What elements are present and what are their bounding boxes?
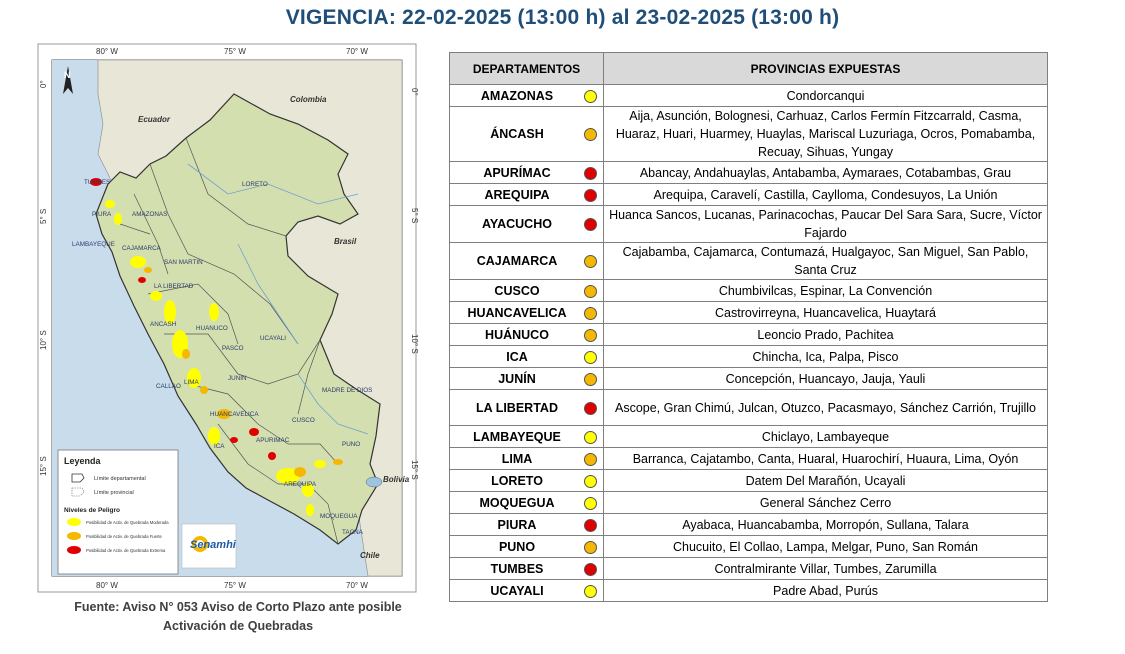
region-label: AREQUIPA (284, 481, 317, 488)
table-row (450, 85, 1048, 107)
legend-title: Leyenda (64, 456, 101, 466)
department-cell (450, 448, 604, 470)
provinces-cell: Concepción, Huancayo, Jauja, Yauli (604, 368, 1048, 390)
provinces-cell: Padre Abad, Purús (604, 580, 1048, 602)
department-cell (450, 492, 604, 514)
table-row (450, 324, 1048, 346)
provinces-cell: Chumbivilcas, Espinar, La Convención (604, 280, 1048, 302)
provinces-cell: Huanca Sancos, Lucanas, Parinacochas, Paucar Del Sara Sara, Sucre, Víctor Fajardo (604, 206, 1048, 243)
department-name: CUSCO (494, 283, 540, 298)
region-label: CAJAMARCA (122, 245, 161, 252)
country-label: Ecuador (138, 115, 171, 124)
country-label: Brasil (334, 237, 357, 246)
region-label: TUMBES (84, 179, 111, 186)
department-name: LIMA (501, 451, 533, 466)
lon-label-top: 80° W (96, 47, 118, 56)
hazard-level-icon (584, 431, 597, 444)
legend-level-strong: Posibilidad de Activ. de Quebrada Fuerte (86, 534, 162, 539)
table-row (450, 162, 1048, 184)
region-label: CALLAO (156, 383, 181, 390)
level-moderate-symbol (67, 518, 81, 526)
department-cell (450, 184, 604, 206)
department-name: HUÁNUCO (485, 327, 549, 342)
provinces-cell: Ayabaca, Huancabamba, Morropón, Sullana, Talara (604, 514, 1048, 536)
logo-text: Senamhi (190, 539, 236, 551)
country-label: Colombia (290, 95, 327, 104)
table-row (450, 580, 1048, 602)
department-name: ICA (506, 349, 528, 364)
table-row (450, 107, 1048, 162)
table-row (450, 426, 1048, 448)
page-title: VIGENCIA: 22-02-2025 (13:00 h) al 23-02-2025 (13:00 h) (285, 6, 840, 29)
hazard-level-icon (584, 453, 597, 466)
provinces-cell: Condorcanqui (604, 85, 1048, 107)
source-line: Fuente: Aviso N° 053 Aviso de Corto Plazo ante posible (74, 600, 402, 614)
table-row (450, 448, 1048, 470)
lat-label-right: 15° S (410, 460, 419, 480)
department-cell (450, 346, 604, 368)
lat-label-left: 5° S (39, 208, 48, 224)
department-name: PIURA (497, 517, 537, 532)
department-name: LAMBAYEQUE (473, 429, 561, 444)
hazard-level-icon (584, 402, 597, 415)
provinces-cell: Chincha, Ica, Palpa, Pisco (604, 346, 1048, 368)
department-cell (450, 324, 604, 346)
table-row (450, 390, 1048, 426)
department-cell (450, 107, 604, 162)
region-label: AMAZONAS (132, 211, 168, 218)
department-name: MOQUEGUA (479, 495, 555, 510)
hazard-level-icon (584, 128, 597, 141)
provinces-cell: Barranca, Cajatambo, Canta, Huaral, Huarochirí, Huaura, Lima, Oyón (604, 448, 1048, 470)
lon-label-top: 75° W (224, 47, 246, 56)
table-header-row (450, 53, 1048, 85)
department-cell (450, 368, 604, 390)
country-label: Chile (360, 551, 380, 560)
hazard-level-icon (584, 285, 597, 298)
table-row (450, 243, 1048, 280)
hazard-level-icon (584, 519, 597, 532)
region-label: LA LIBERTAD (154, 283, 194, 290)
source-line: Activación de Quebradas (162, 619, 314, 633)
senamhi-logo (182, 524, 237, 568)
region-label: UCAYALI (260, 335, 287, 342)
department-cell (450, 390, 604, 426)
department-name: JUNÍN (498, 371, 536, 386)
provinces-cell: Aija, Asunción, Bolognesi, Carhuaz, Carlos Fermín Fitzcarrald, Casma, Huaraz, Huari, Huarmey, Huaylas, Mariscal Luzuriaga, Ocros, Pomabamba, Recuay, Sihuas, Yungay (604, 107, 1048, 162)
lat-label-right: 5° S (410, 208, 419, 224)
department-cell (450, 302, 604, 324)
department-cell (450, 536, 604, 558)
department-cell (450, 470, 604, 492)
provinces-cell: Castrovirreyna, Huancavelica, Huaytará (604, 302, 1048, 324)
department-cell (450, 514, 604, 536)
department-name: TUMBES (490, 561, 544, 576)
table-row (450, 184, 1048, 206)
department-name: AYACUCHO (482, 217, 552, 231)
hazard-level-icon (584, 351, 597, 364)
region-label: TACNA (342, 529, 363, 536)
department-cell (450, 426, 604, 448)
lat-label-right: 0° (410, 88, 419, 96)
legend-dept-limit: Límite departamental (94, 476, 146, 482)
provinces-cell: Contralmirante Villar, Tumbes, Zarumilla (604, 558, 1048, 580)
table-row (450, 536, 1048, 558)
region-label: ICA (214, 443, 225, 450)
hazard-level-icon (584, 255, 597, 268)
department-name: ÁNCASH (490, 127, 544, 141)
provinces-cell: Leoncio Prado, Pachitea (604, 324, 1048, 346)
svg-text:N: N (64, 70, 71, 80)
table-row (450, 470, 1048, 492)
department-name: APURÍMAC (483, 165, 551, 180)
level-strong-symbol (67, 532, 81, 540)
lat-label-right: 10° S (410, 334, 419, 354)
level-extreme-symbol (67, 546, 81, 554)
hazard-level-icon (584, 90, 597, 103)
provinces-cell: Ascope, Gran Chimú, Julcan, Otuzco, Pacasmayo, Sánchez Carrión, Trujillo (604, 390, 1048, 426)
provinces-cell: Chiclayo, Lambayeque (604, 426, 1048, 448)
provinces-cell: General Sánchez Cerro (604, 492, 1048, 514)
region-label: APURIMAC (256, 437, 290, 444)
hazard-level-icon (584, 563, 597, 576)
department-cell (450, 580, 604, 602)
hazard-level-icon (584, 329, 597, 342)
department-name: HUANCAVELICA (467, 305, 567, 320)
department-name: AREQUIPA (484, 187, 550, 202)
department-name: LA LIBERTAD (476, 400, 558, 415)
region-label: JUNIN (228, 375, 247, 382)
department-name: LORETO (491, 473, 543, 488)
department-cell (450, 85, 604, 107)
hazard-level-icon (584, 189, 597, 202)
department-name: AMAZONAS (480, 88, 554, 103)
table-row (450, 346, 1048, 368)
department-name: PUNO (498, 539, 536, 554)
region-label: PASCO (222, 345, 244, 352)
lon-label-bottom: 75° W (224, 581, 246, 590)
table-row (450, 368, 1048, 390)
department-cell (450, 206, 604, 243)
region-label: ANCASH (150, 321, 177, 328)
lat-label-left: 15° S (39, 456, 48, 476)
hazard-level-icon (584, 218, 597, 231)
hazard-map (38, 44, 419, 592)
region-label: LIMA (184, 379, 199, 386)
department-cell (450, 243, 604, 280)
map-source-caption (38, 598, 438, 636)
lon-label-bottom: 80° W (96, 581, 118, 590)
hazard-level-icon (584, 167, 597, 180)
hazard-level-icon (584, 373, 597, 386)
region-label: PUNO (342, 441, 361, 448)
table-row (450, 558, 1048, 580)
provinces-cell: Cajabamba, Cajamarca, Contumazá, Hualgayoc, San Miguel, San Pablo, Santa Cruz (604, 243, 1048, 280)
lat-label-left: 0° (39, 80, 48, 88)
hazard-level-icon (584, 497, 597, 510)
region-label: HUANUCO (196, 325, 228, 332)
provinces-cell: Arequipa, Caravelí, Castilla, Caylloma, Condesuyos, La Unión (604, 184, 1048, 206)
region-label: CUSCO (292, 417, 315, 424)
legend-prov-limit: Límite provincial (94, 490, 134, 496)
table-row (450, 206, 1048, 243)
region-label: LAMBAYEQUE (72, 241, 115, 248)
department-cell (450, 280, 604, 302)
provinces-cell: Chucuito, El Collao, Lampa, Melgar, Puno, San Román (604, 536, 1048, 558)
department-name: UCAYALI (490, 583, 544, 598)
region-label: MOQUEGUA (320, 513, 358, 520)
hazard-level-icon (584, 541, 597, 554)
legend-levels-title: Niveles de Peligro (64, 507, 120, 514)
provinces-cell: Abancay, Andahuaylas, Antabamba, Aymaraes, Cotabambas, Grau (604, 162, 1048, 184)
country-label: Bolivia (383, 475, 410, 484)
lake-titicaca (366, 477, 382, 487)
region-label: PIURA (92, 211, 112, 218)
region-label: HUANCAVELICA (210, 411, 259, 418)
department-cell (450, 558, 604, 580)
lat-label-left: 10° S (39, 330, 48, 350)
table-row (450, 514, 1048, 536)
table-row (450, 302, 1048, 324)
department-cell (450, 162, 604, 184)
legend-level-extreme: Posibilidad de Activ. de Quebrada Extrema (86, 548, 166, 553)
legend-level-moderate: Posibilidad de Activ. de Quebrada Moderada (86, 520, 169, 525)
map-legend (58, 450, 178, 574)
region-label: LORETO (242, 181, 268, 188)
region-label: SAN MARTIN (164, 259, 203, 266)
table-row (450, 280, 1048, 302)
region-label: MADRE DE DIOS (322, 387, 373, 394)
provinces-cell: Datem Del Marañón, Ucayali (604, 470, 1048, 492)
header-departments: DEPARTAMENTOS (450, 53, 604, 85)
header-provinces: PROVINCIAS EXPUESTAS (604, 53, 1048, 85)
department-name: CAJAMARCA (476, 254, 558, 268)
table-row (450, 492, 1048, 514)
hazard-level-icon (584, 307, 597, 320)
hazard-level-icon (584, 475, 597, 488)
hazard-level-icon (584, 585, 597, 598)
lon-label-top: 70° W (346, 47, 368, 56)
lon-label-bottom: 70° W (346, 581, 368, 590)
exposed-provinces-table (449, 52, 1048, 602)
